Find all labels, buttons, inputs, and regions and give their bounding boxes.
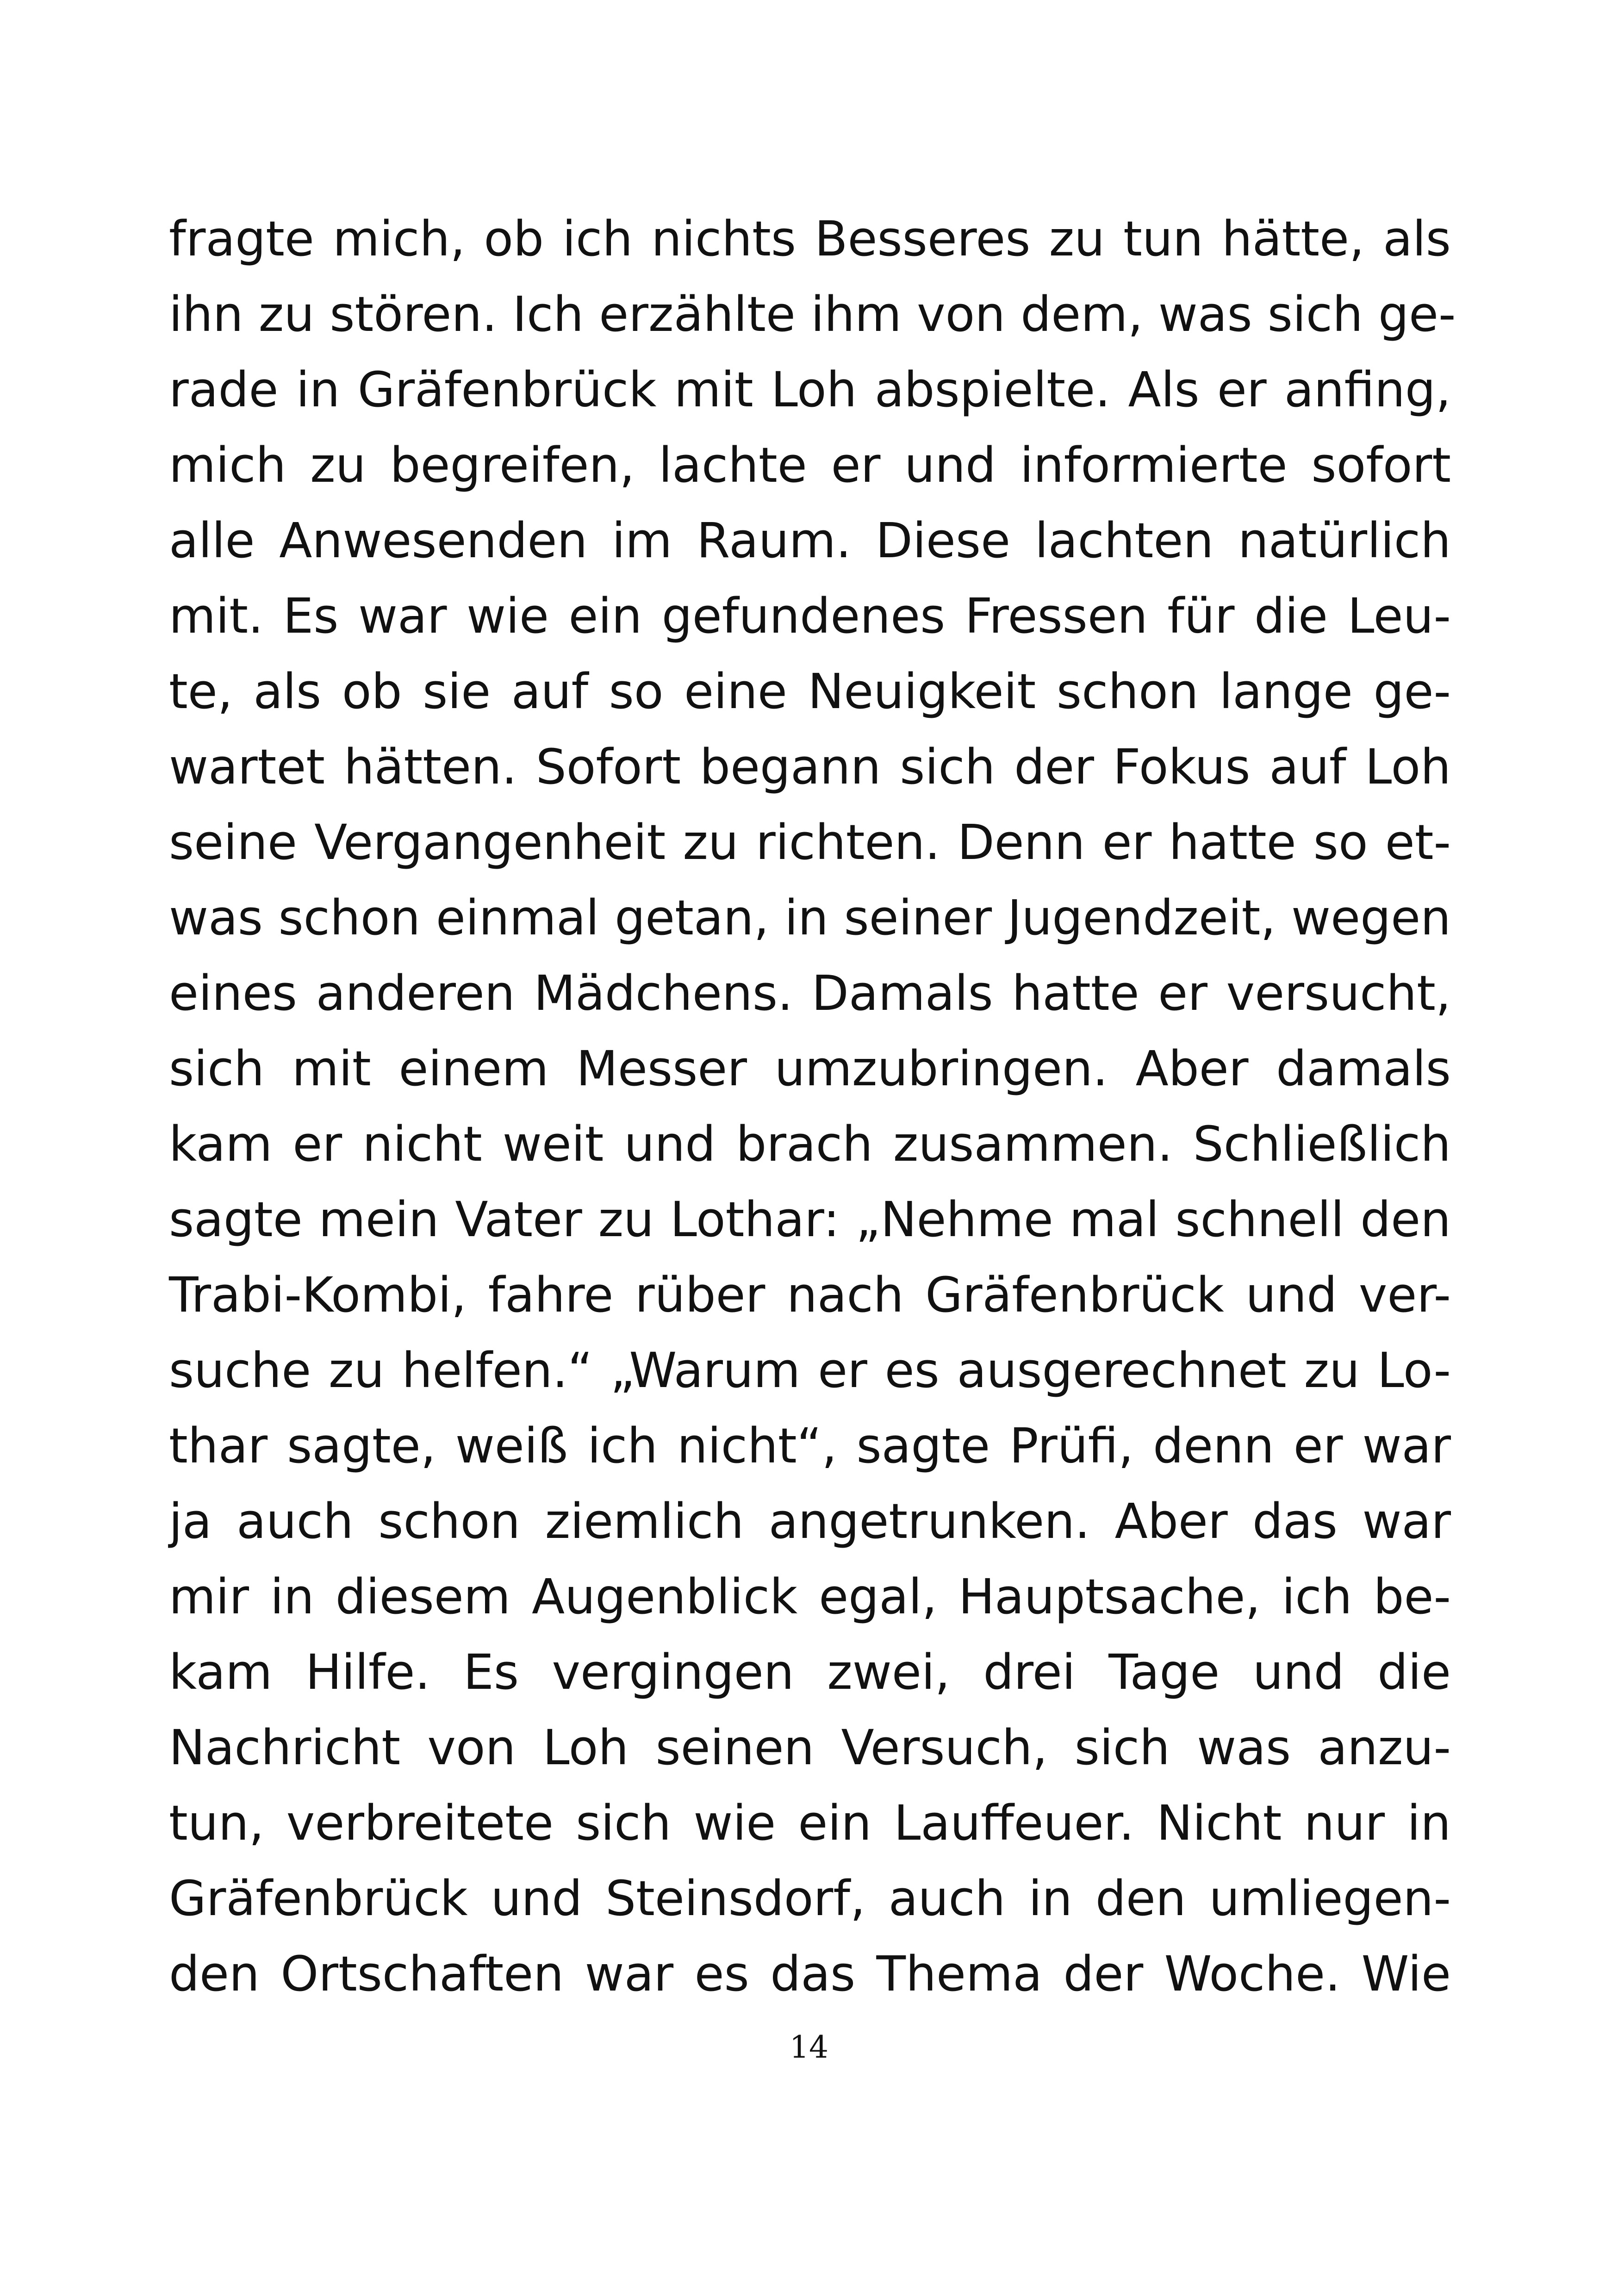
text-line: kam er nicht weit und brach zusammen. Schließlich (169, 1116, 1451, 1172)
text-line: sagte mein Vater zu Lothar: „Nehme mal schnell den (169, 1191, 1451, 1248)
text-line: seine Vergangenheit zu richten. Denn er hatte so et- (169, 814, 1451, 871)
text-line: te, als ob sie auf so eine Neuigkeit schon lange ge- (169, 663, 1451, 720)
text-line: eines anderen Mädchens. Damals hatte er versucht, (169, 965, 1451, 1021)
text-line: kam Hilfe. Es vergingen zwei, drei Tage und die (169, 1644, 1451, 1700)
text-line: ja auch schon ziemlich angetrunken. Aber das war (169, 1493, 1451, 1549)
text-line: wartet hätten. Sofort begann sich der Fokus auf Loh (169, 739, 1451, 795)
text-line: was schon einmal getan, in seiner Jugendzeit, wegen (169, 890, 1451, 946)
text-line: mit. Es war wie ein gefundenes Fressen für die Leu- (169, 588, 1451, 644)
text-line: sich mit einem Messer umzubringen. Aber damals (169, 1040, 1451, 1097)
text-line: den Ortschaften war es das Thema der Woche. Wie (169, 1946, 1451, 2002)
text-line: Gräfenbrück und Steinsdorf, auch in den umliegen- (169, 1870, 1451, 1927)
text-line: mir in diesem Augenblick egal, Hauptsache, ich be- (169, 1568, 1451, 1625)
text-line: mich zu begreifen, lachte er und informierte sofort (169, 437, 1451, 493)
text-line: Nachricht von Loh seinen Versuch, sich was anzu- (169, 1719, 1451, 1776)
text-line: tun, verbreitete sich wie ein Lauffeuer. Nicht nur in (169, 1795, 1451, 1851)
page-number: 14 (790, 2029, 828, 2065)
text-line: ihn zu stören. Ich erzählte ihm von dem, was sich ge- (169, 286, 1456, 342)
text-line: suche zu helfen.“ „Warum er es ausgerechnet zu Lo- (169, 1342, 1451, 1399)
text-line: alle Anwesenden im Raum. Diese lachten natürlich (169, 512, 1451, 569)
text-line: fragte mich, ob ich nichts Besseres zu tun hätte, als (169, 211, 1451, 267)
text-line: thar sagte, weiß ich nicht“, sagte Prüfi, denn er war (169, 1418, 1451, 1474)
text-line: rade in Gräfenbrück mit Loh abspielte. Als er anfing, (169, 361, 1451, 418)
text-line: Trabi-Kombi, fahre rüber nach Gräfenbrück und ver- (169, 1267, 1451, 1323)
body-text (169, 201, 1456, 2012)
